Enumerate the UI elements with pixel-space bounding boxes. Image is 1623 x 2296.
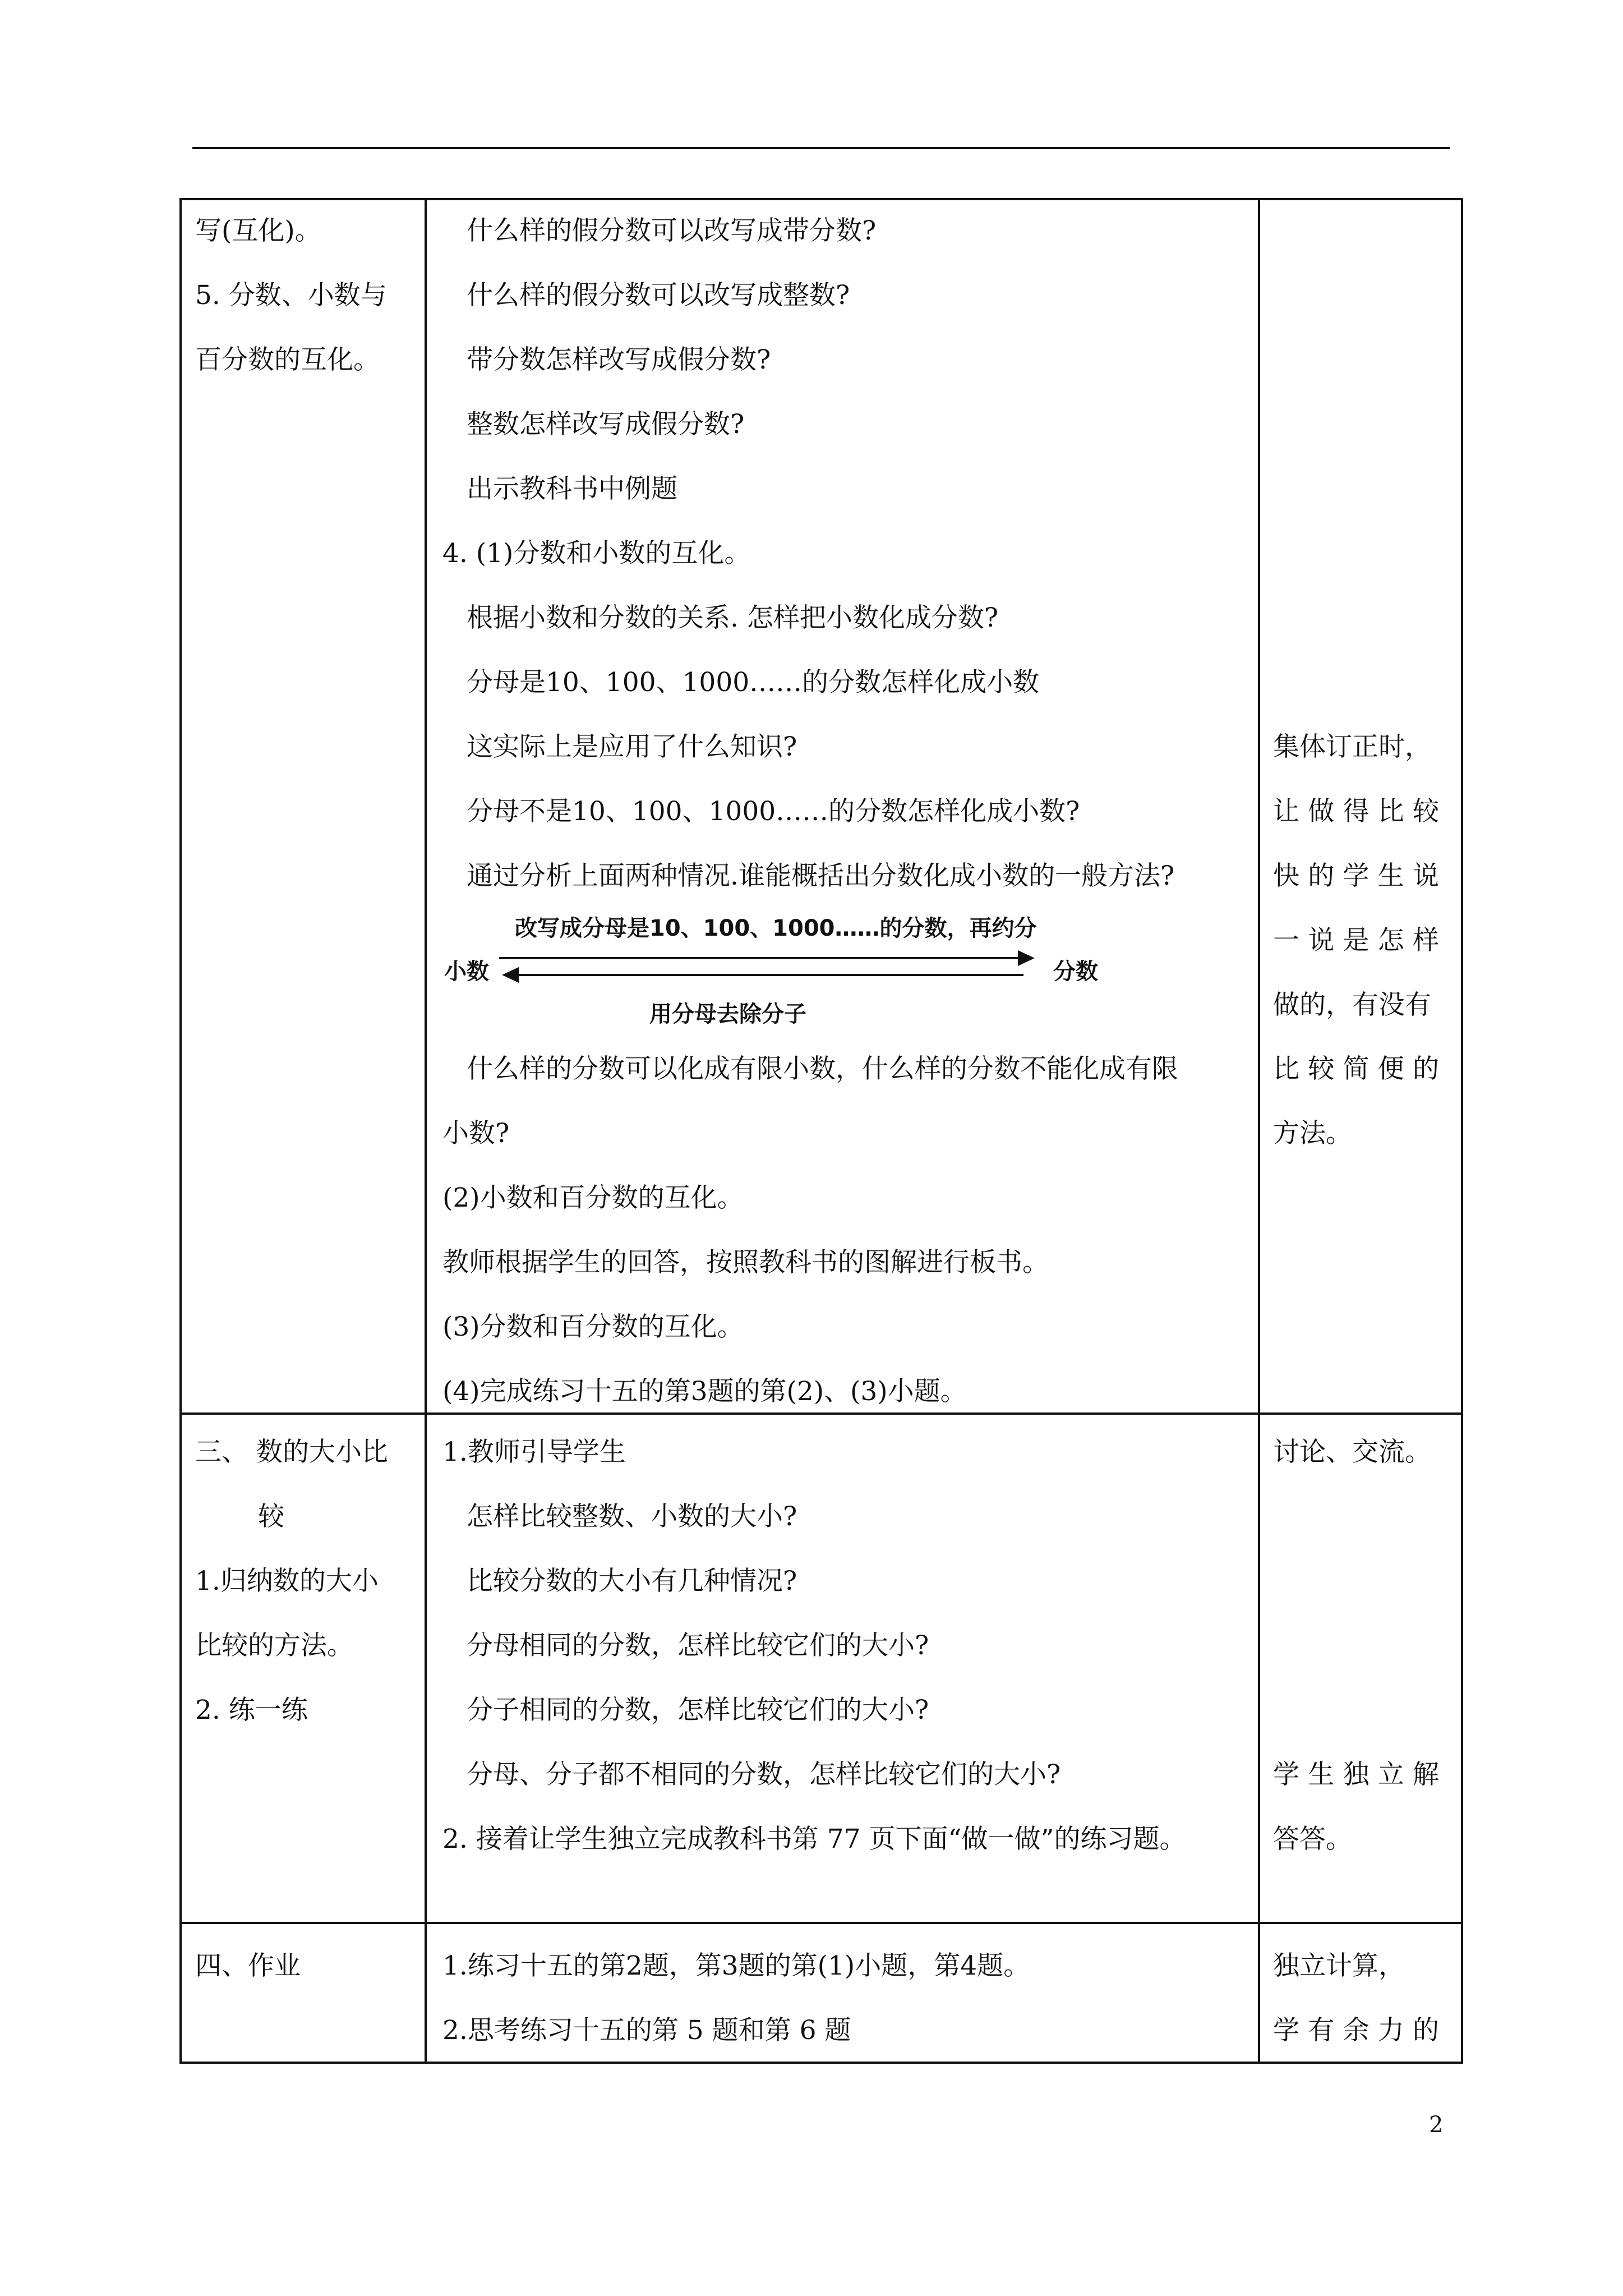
student-activity: 快的学生说 <box>1273 861 1439 891</box>
column-divider <box>425 198 427 2064</box>
question-line: 比较分数的大小有几种情况? <box>467 1566 797 1596</box>
section-heading: 较 <box>258 1501 284 1532</box>
question-line: 出示教科书中例题 <box>467 473 677 504</box>
page-number: 2 <box>1429 2112 1444 2138</box>
col1-text: 百分数的互化。 <box>195 344 380 375</box>
question-line: 什么样的假分数可以改写成整数? <box>467 280 850 311</box>
step-heading: (3)分数和百分数的互化。 <box>442 1312 744 1342</box>
question-line: 带分数怎样改写成假分数? <box>467 344 771 375</box>
question-line: 根据小数和分数的关系. 怎样把小数化成分数? <box>467 602 999 633</box>
table-border-left <box>179 198 182 2064</box>
col1-text: 1.归纳数的大小 <box>195 1566 379 1596</box>
row-divider <box>179 1412 1463 1415</box>
student-activity: 讨论、交流。 <box>1273 1437 1431 1467</box>
student-activity: 学有余力的 <box>1273 2015 1439 2046</box>
student-activity: 比较简便的 <box>1273 1053 1439 1084</box>
student-activity: 学生独立解 <box>1273 1759 1439 1790</box>
student-activity: 独立计算， <box>1273 1950 1405 1981</box>
diagram-left-label: 小数 <box>444 959 489 984</box>
question-line: 整数怎样改写成假分数? <box>467 409 745 440</box>
row-divider <box>179 1922 1463 1924</box>
table-border-top <box>179 198 1463 200</box>
question-line: 分母不是10、100、1000……的分数怎样化成小数? <box>467 796 1080 827</box>
question-line: 什么样的假分数可以改写成带分数? <box>467 215 877 246</box>
question-line: 分子相同的分数，怎样比较它们的大小? <box>467 1695 929 1726</box>
col1-text: 写(互化)。 <box>195 215 321 246</box>
homework-line: 2.思考练习十五的第 5 题和第 6 题 <box>442 2015 851 2046</box>
question-line: 这实际上是应用了什么知识? <box>467 731 797 762</box>
homework-line: 1.练习十五的第2题，第3题的第(1)小题，第4题。 <box>442 1950 1030 1981</box>
question-line: 分母是10、100、1000……的分数怎样化成小数 <box>467 667 1040 698</box>
student-activity: 集体订正时， <box>1273 731 1431 762</box>
table-border-bottom <box>179 2062 1463 2064</box>
diagram-arrows <box>499 947 1038 986</box>
header-rule <box>192 147 1450 149</box>
table-border-right <box>1461 198 1463 2064</box>
student-activity: 让做得比较 <box>1273 796 1439 827</box>
col1-text: 比较的方法。 <box>195 1630 353 1661</box>
step-heading: 1.教师引导学生 <box>442 1437 626 1467</box>
question-line: 通过分析上面两种情况.谁能概括出分数化成小数的一般方法? <box>467 861 1175 891</box>
diagram-bottom-label: 用分母去除分子 <box>649 1001 806 1027</box>
step-heading: 4. (1)分数和小数的互化。 <box>442 538 751 569</box>
student-activity: 方法。 <box>1273 1118 1352 1149</box>
question-line: 教师根据学生的回答，按照教科书的图解进行板书。 <box>442 1247 1049 1278</box>
column-divider <box>1258 198 1260 2064</box>
question-line: 什么样的分数可以化成有限小数，什么样的分数不能化成有限 <box>467 1053 1178 1084</box>
question-line: 分母相同的分数，怎样比较它们的大小? <box>467 1630 929 1661</box>
diagram-right-label: 分数 <box>1053 959 1098 984</box>
student-activity: 答答。 <box>1273 1824 1352 1855</box>
col1-text: 5. 分数、小数与 <box>195 280 387 311</box>
section-heading: 四、作业 <box>195 1950 301 1981</box>
student-activity: 一说是怎样 <box>1273 925 1439 956</box>
question-line: 小数? <box>442 1118 510 1149</box>
section-heading: 三、 数的大小比 <box>195 1437 388 1467</box>
col1-text: 2. 练一练 <box>195 1695 308 1726</box>
question-line: 怎样比较整数、小数的大小? <box>467 1501 797 1532</box>
question-line: 分母、分子都不相同的分数，怎样比较它们的大小? <box>467 1759 1061 1790</box>
step-heading: 2. 接着让学生独立完成教科书第 77 页下面“做一做”的练习题。 <box>442 1824 1186 1855</box>
step-heading: (4)完成练习十五的第3题的第(2)、(3)小题。 <box>442 1376 967 1407</box>
step-heading: (2)小数和百分数的互化。 <box>442 1182 744 1213</box>
student-activity: 做的，有没有 <box>1273 990 1431 1020</box>
diagram-top-label: 改写成分母是10、100、1000……的分数，再约分 <box>515 915 1037 941</box>
